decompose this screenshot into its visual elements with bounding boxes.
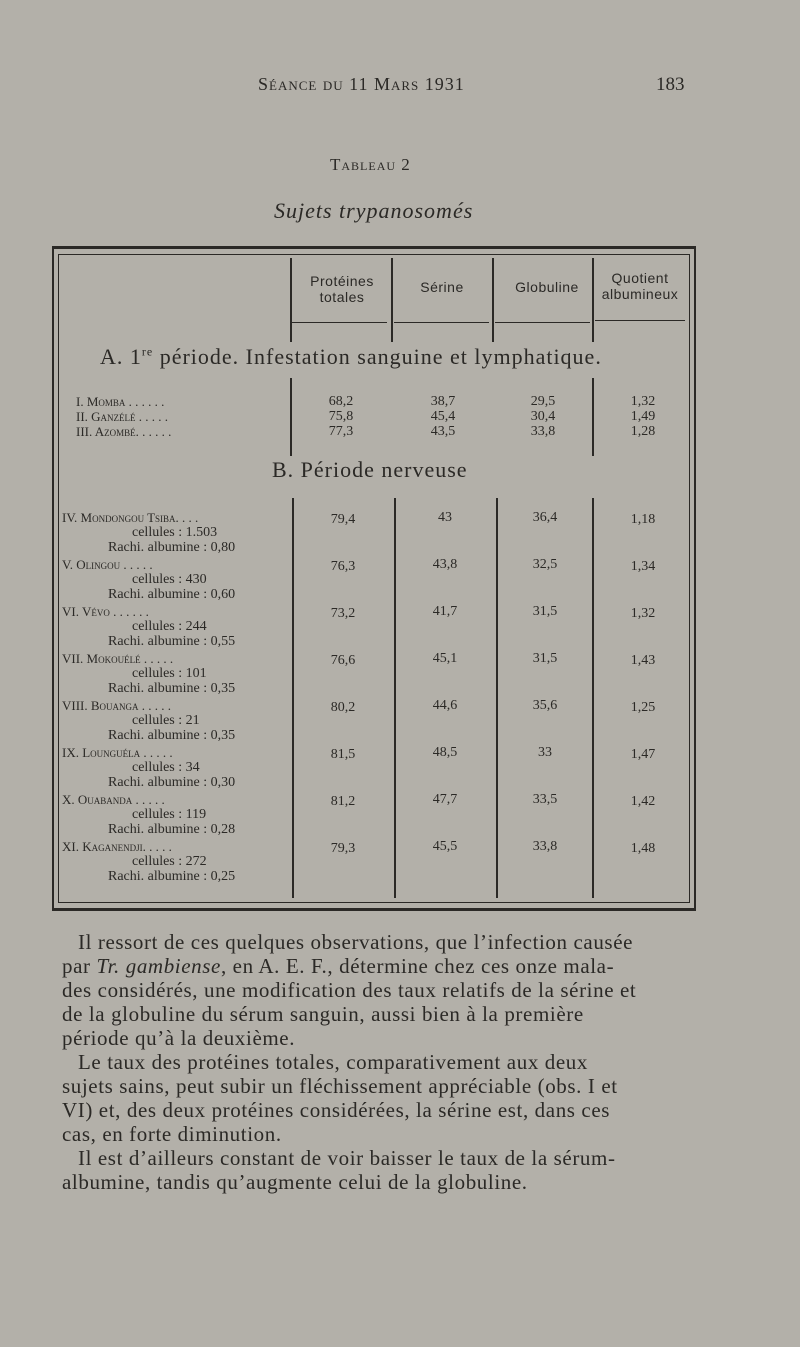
table-bottom-border-inner bbox=[58, 902, 690, 903]
csf-albumine: Rachi. albumine : 0,60 bbox=[108, 587, 236, 602]
cell-proteines: 75,8 bbox=[328, 409, 354, 424]
paragraph-2-line: sujets sains, peut subir un fléchissement appréciable (obs. I et bbox=[62, 1074, 618, 1098]
cell-proteines: 80,2 bbox=[330, 700, 356, 715]
csf-albumine: Rachi. albumine : 0,80 bbox=[108, 540, 236, 555]
cell-proteines: 68,2 bbox=[328, 394, 354, 409]
header-rule bbox=[595, 320, 685, 321]
cell-quotient: 1,32 bbox=[630, 394, 656, 409]
column-header-serine: Sérine bbox=[420, 279, 464, 295]
csf-albumine: Rachi. albumine : 0,30 bbox=[108, 775, 236, 790]
section-a-separator bbox=[290, 378, 292, 456]
csf-albumine: Rachi. albumine : 0,25 bbox=[108, 869, 236, 884]
patient-name: X. Ouabanda . . . . . bbox=[62, 792, 165, 807]
cell-quotient: 1,25 bbox=[630, 700, 656, 715]
table-bottom-border bbox=[52, 908, 696, 911]
cell-serine: 38,7 bbox=[430, 394, 456, 409]
paragraph-2-line: VI) et, des deux protéines considérées, la sérine est, dans ces bbox=[62, 1098, 611, 1122]
paragraph-1-line: de la globuline du sérum sanguin, aussi bien à la première bbox=[62, 1002, 584, 1026]
cell-quotient: 1,49 bbox=[630, 409, 656, 424]
cell-serine: 47,7 bbox=[432, 792, 458, 807]
cell-serine: 44,6 bbox=[432, 698, 458, 713]
section-b-separator bbox=[292, 498, 294, 898]
csf-cellules: cellules : 119 bbox=[132, 807, 207, 822]
table-top-border bbox=[52, 246, 696, 249]
table-right-border bbox=[689, 254, 690, 903]
paragraph-1-line: période qu’à la deuxième. bbox=[62, 1026, 296, 1050]
cell-globuline: 31,5 bbox=[532, 604, 558, 619]
cell-proteines: 79,4 bbox=[330, 512, 356, 527]
cell-globuline: 33,8 bbox=[530, 424, 556, 439]
csf-albumine: Rachi. albumine : 0,55 bbox=[108, 634, 236, 649]
section-b-heading: B. Période nerveuse bbox=[272, 457, 468, 482]
patient-name: VI. Vévo . . . . . . bbox=[62, 604, 149, 619]
patient-name: VIII. Bouanga . . . . . bbox=[62, 698, 172, 713]
patient-name: V. Olingou . . . . . bbox=[62, 557, 153, 572]
cell-globuline: 33,8 bbox=[532, 839, 558, 854]
cell-quotient: 1,43 bbox=[630, 653, 656, 668]
cell-serine: 45,1 bbox=[432, 651, 458, 666]
cell-globuline: 31,5 bbox=[532, 651, 558, 666]
cell-quotient: 1,48 bbox=[630, 841, 656, 856]
cell-serine: 45,4 bbox=[430, 409, 456, 424]
paragraph-1-line: Il ressort de ces quelques observations, que l’infection causée bbox=[78, 930, 634, 954]
section-a-heading: A. 1re période. Infestation sanguine et lymphatique. bbox=[100, 344, 602, 369]
cell-serine: 45,5 bbox=[432, 839, 458, 854]
patient-name: III. Azombé. . . . . . bbox=[76, 424, 172, 439]
data-table bbox=[52, 246, 696, 913]
cell-quotient: 1,28 bbox=[630, 424, 656, 439]
cell-quotient: 1,32 bbox=[630, 606, 656, 621]
csf-cellules: cellules : 101 bbox=[132, 666, 207, 681]
section-b-separator bbox=[394, 498, 396, 898]
csf-albumine: Rachi. albumine : 0,28 bbox=[108, 822, 236, 837]
cell-quotient: 1,34 bbox=[630, 559, 656, 574]
csf-cellules: cellules : 272 bbox=[132, 854, 207, 869]
csf-cellules: cellules : 34 bbox=[132, 760, 200, 775]
table-title: Tableau 2 bbox=[330, 155, 411, 174]
csf-cellules: cellules : 21 bbox=[132, 713, 200, 728]
paragraph-1-line: des considérés, une modification des taux relatifs de la sérine et bbox=[62, 978, 637, 1002]
cell-globuline: 36,4 bbox=[532, 510, 558, 525]
cell-serine: 43 bbox=[438, 510, 452, 525]
csf-albumine: Rachi. albumine : 0,35 bbox=[108, 681, 236, 696]
section-b-separator bbox=[592, 498, 594, 898]
paragraph-2-line: Le taux des protéines totales, comparativement aux deux bbox=[78, 1050, 589, 1074]
table-subtitle: Sujets trypanosomés bbox=[274, 198, 474, 223]
column-header-proteines: Protéines totales bbox=[310, 273, 374, 305]
csf-cellules: cellules : 430 bbox=[132, 572, 207, 587]
header-separator bbox=[290, 258, 292, 342]
table-left-border bbox=[58, 254, 59, 903]
header-rule bbox=[292, 322, 387, 323]
table-top-border-inner bbox=[58, 254, 690, 255]
cell-proteines: 77,3 bbox=[328, 424, 354, 439]
cell-proteines: 76,3 bbox=[330, 559, 356, 574]
patient-name: XI. Kaganendji. . . . . bbox=[62, 839, 172, 854]
cell-globuline: 29,5 bbox=[530, 394, 556, 409]
patient-name: I. Momba . . . . . . bbox=[76, 394, 165, 409]
paragraph-1 bbox=[62, 930, 700, 1050]
cell-proteines: 81,2 bbox=[330, 794, 356, 809]
cell-serine: 48,5 bbox=[432, 745, 458, 760]
running-head: Séance du 11 Mars 1931 bbox=[258, 74, 465, 94]
cell-globuline: 33 bbox=[538, 745, 552, 760]
csf-cellules: cellules : 1.503 bbox=[132, 525, 218, 540]
paragraph-2 bbox=[62, 1050, 700, 1146]
header-rule bbox=[495, 322, 590, 323]
header-rule bbox=[394, 322, 489, 323]
cell-quotient: 1,47 bbox=[630, 747, 656, 762]
patient-name: IX. Lounguéla . . . . . bbox=[62, 745, 173, 760]
cell-serine: 43,8 bbox=[432, 557, 458, 572]
cell-globuline: 30,4 bbox=[530, 409, 556, 424]
csf-albumine: Rachi. albumine : 0,35 bbox=[108, 728, 236, 743]
cell-proteines: 79,3 bbox=[330, 841, 356, 856]
cell-serine: 41,7 bbox=[432, 604, 458, 619]
cell-serine: 43,5 bbox=[430, 424, 456, 439]
column-header-quotient: Quotient albumineux bbox=[601, 270, 679, 302]
header-separator bbox=[391, 258, 393, 342]
cell-proteines: 81,5 bbox=[330, 747, 356, 762]
paragraph-3-line: Il est d’ailleurs constant de voir baisser le taux de la sérum- bbox=[78, 1146, 616, 1170]
csf-cellules: cellules : 244 bbox=[132, 619, 207, 634]
patient-name: IV. Mondongou Tsiba. . . . bbox=[62, 510, 199, 525]
cell-quotient: 1,18 bbox=[630, 512, 656, 527]
cell-globuline: 33,5 bbox=[532, 792, 558, 807]
column-header-globuline: Globuline bbox=[515, 279, 579, 295]
cell-proteines: 76,6 bbox=[330, 653, 356, 668]
header-separator bbox=[492, 258, 494, 342]
cell-quotient: 1,42 bbox=[630, 794, 656, 809]
table-right-border-outer bbox=[694, 246, 696, 911]
cell-globuline: 32,5 bbox=[532, 557, 558, 572]
paragraph-3-line: albumine, tandis qu’augmente celui de la globuline. bbox=[62, 1170, 528, 1194]
patient-name: II. Ganzélé . . . . . bbox=[76, 409, 169, 424]
cell-proteines: 73,2 bbox=[330, 606, 356, 621]
paragraph-3 bbox=[62, 1146, 700, 1194]
paragraph-2-line: cas, en forte diminution. bbox=[62, 1122, 282, 1146]
paragraph-1-line: par Tr. gambiense, en A. E. F., détermine chez ces onze mala- bbox=[62, 954, 615, 978]
page-number: 183 bbox=[656, 74, 685, 95]
cell-globuline: 35,6 bbox=[532, 698, 558, 713]
section-a-separator bbox=[592, 378, 594, 456]
section-b-separator bbox=[496, 498, 498, 898]
table-left-border-outer bbox=[52, 246, 54, 911]
patient-name: VII. Mokouélé . . . . . bbox=[62, 651, 174, 666]
